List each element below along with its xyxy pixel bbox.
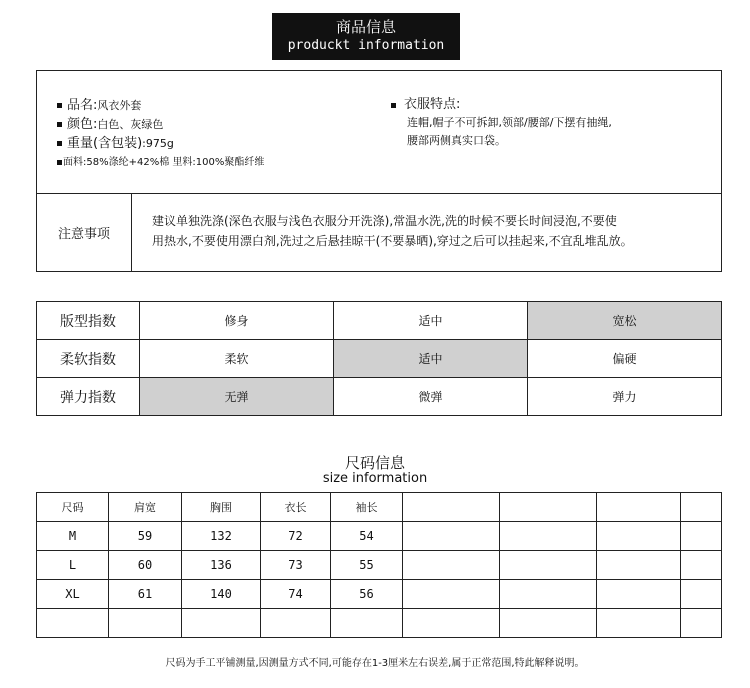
index-label: 弹力指数	[37, 378, 140, 416]
size-cell	[331, 609, 403, 638]
size-cell	[681, 609, 722, 638]
size-cell: 132	[182, 522, 261, 551]
features-line-2: 腰部两侧真实口袋。	[407, 134, 506, 147]
product-features	[391, 96, 612, 150]
features-line-1: 连帽,帽子不可拆卸,领部/腰部/下摆有抽绳,	[407, 116, 612, 129]
size-cell: 55	[331, 551, 403, 580]
size-cell	[597, 522, 681, 551]
size-header-cell	[681, 493, 722, 522]
index-option: 适中	[334, 302, 528, 340]
size-header-cell: 胸围	[182, 493, 261, 522]
title-en: produckt information	[287, 38, 445, 53]
index-option: 微弹	[334, 378, 528, 416]
index-option: 无弹	[140, 378, 334, 416]
product-attributes	[57, 96, 264, 172]
size-cell: 59	[109, 522, 182, 551]
index-option: 柔软	[140, 340, 334, 378]
table-row	[37, 551, 722, 580]
size-header-cell	[403, 493, 500, 522]
product-info-box	[36, 70, 722, 272]
table-row	[37, 580, 722, 609]
size-header-cell: 衣长	[261, 493, 331, 522]
size-cell	[597, 580, 681, 609]
size-table	[36, 492, 722, 638]
size-cell: 56	[331, 580, 403, 609]
size-cell	[500, 609, 597, 638]
care-notes-label: 注意事项	[37, 194, 132, 271]
attr-name-label: 品名:	[67, 98, 98, 113]
bullet-square-icon	[57, 103, 62, 108]
section-title-product-info	[272, 13, 460, 60]
size-cell	[37, 609, 109, 638]
index-label: 版型指数	[37, 302, 140, 340]
features-label: 衣服特点:	[404, 97, 461, 112]
size-cell	[597, 551, 681, 580]
fit-index-table	[36, 301, 722, 416]
size-cell	[182, 609, 261, 638]
attr-color-label: 颜色:	[67, 117, 98, 132]
bullet-square-icon	[57, 122, 62, 127]
size-cell: XL	[37, 580, 109, 609]
size-cell	[500, 522, 597, 551]
index-option: 偏硬	[528, 340, 722, 378]
size-cell	[681, 522, 722, 551]
bullet-square-icon	[57, 141, 62, 146]
size-cell	[403, 551, 500, 580]
index-row	[37, 340, 722, 378]
attr-weight	[57, 134, 264, 153]
attr-weight-label: 重量(含包装)	[67, 136, 143, 151]
size-header-row	[37, 493, 722, 522]
attr-fabric-value: 面料:58%涤纶+42%棉 里料:100%聚酯纤维	[63, 157, 265, 168]
size-cell: 74	[261, 580, 331, 609]
care-notes-text	[152, 211, 707, 251]
attr-color	[57, 115, 264, 134]
size-header-cell	[597, 493, 681, 522]
size-header-cell	[500, 493, 597, 522]
bullet-square-icon	[391, 103, 396, 108]
size-cell: 60	[109, 551, 182, 580]
size-header-cell: 尺码	[37, 493, 109, 522]
index-row	[37, 378, 722, 416]
index-row	[37, 302, 722, 340]
size-cell: L	[37, 551, 109, 580]
attr-name-value: 风衣外套	[97, 99, 142, 112]
size-title-en: size information	[322, 471, 428, 486]
product-info-top	[37, 71, 721, 194]
index-option: 适中	[334, 340, 528, 378]
care-notes-line-1: 建议单独洗涤(深色衣服与浅色衣服分开洗涤),常温水洗,洗的时候不要长时间浸泡,不要使	[152, 214, 617, 228]
table-row	[37, 609, 722, 638]
size-header-cell: 肩宽	[109, 493, 182, 522]
index-option: 修身	[140, 302, 334, 340]
attr-name	[57, 96, 264, 115]
size-cell	[403, 609, 500, 638]
size-cell: 136	[182, 551, 261, 580]
size-cell	[109, 609, 182, 638]
table-row	[37, 522, 722, 551]
attr-weight-value: :975g	[142, 137, 174, 150]
size-title-cn: 尺码信息	[344, 454, 405, 472]
size-cell	[500, 551, 597, 580]
size-cell	[681, 580, 722, 609]
attr-color-value: 白色、灰绿色	[97, 118, 164, 131]
size-cell	[261, 609, 331, 638]
size-cell: 61	[109, 580, 182, 609]
size-header-cell: 袖长	[331, 493, 403, 522]
size-cell: 73	[261, 551, 331, 580]
size-cell	[681, 551, 722, 580]
bullet-square-icon	[57, 160, 62, 165]
attr-fabric	[57, 153, 264, 172]
size-cell	[403, 522, 500, 551]
size-cell	[403, 580, 500, 609]
footer-note: 尺码为手工平铺测量,因测量方式不同,可能存在1-3厘米左右误差,属于正常范围,特此解释说明。	[165, 658, 585, 669]
index-label: 柔软指数	[37, 340, 140, 378]
care-notes-line-2: 用热水,不要使用漂白剂,洗过之后悬挂晾干(不要暴晒),穿过之后可以挂起来,不宜乱堆乱放。	[152, 234, 633, 248]
size-cell: 140	[182, 580, 261, 609]
title-cn: 商品信息	[335, 18, 396, 36]
size-cell: 72	[261, 522, 331, 551]
size-cell	[597, 609, 681, 638]
index-option: 弹力	[528, 378, 722, 416]
size-cell	[500, 580, 597, 609]
size-cell: M	[37, 522, 109, 551]
size-cell: 54	[331, 522, 403, 551]
index-option: 宽松	[528, 302, 722, 340]
